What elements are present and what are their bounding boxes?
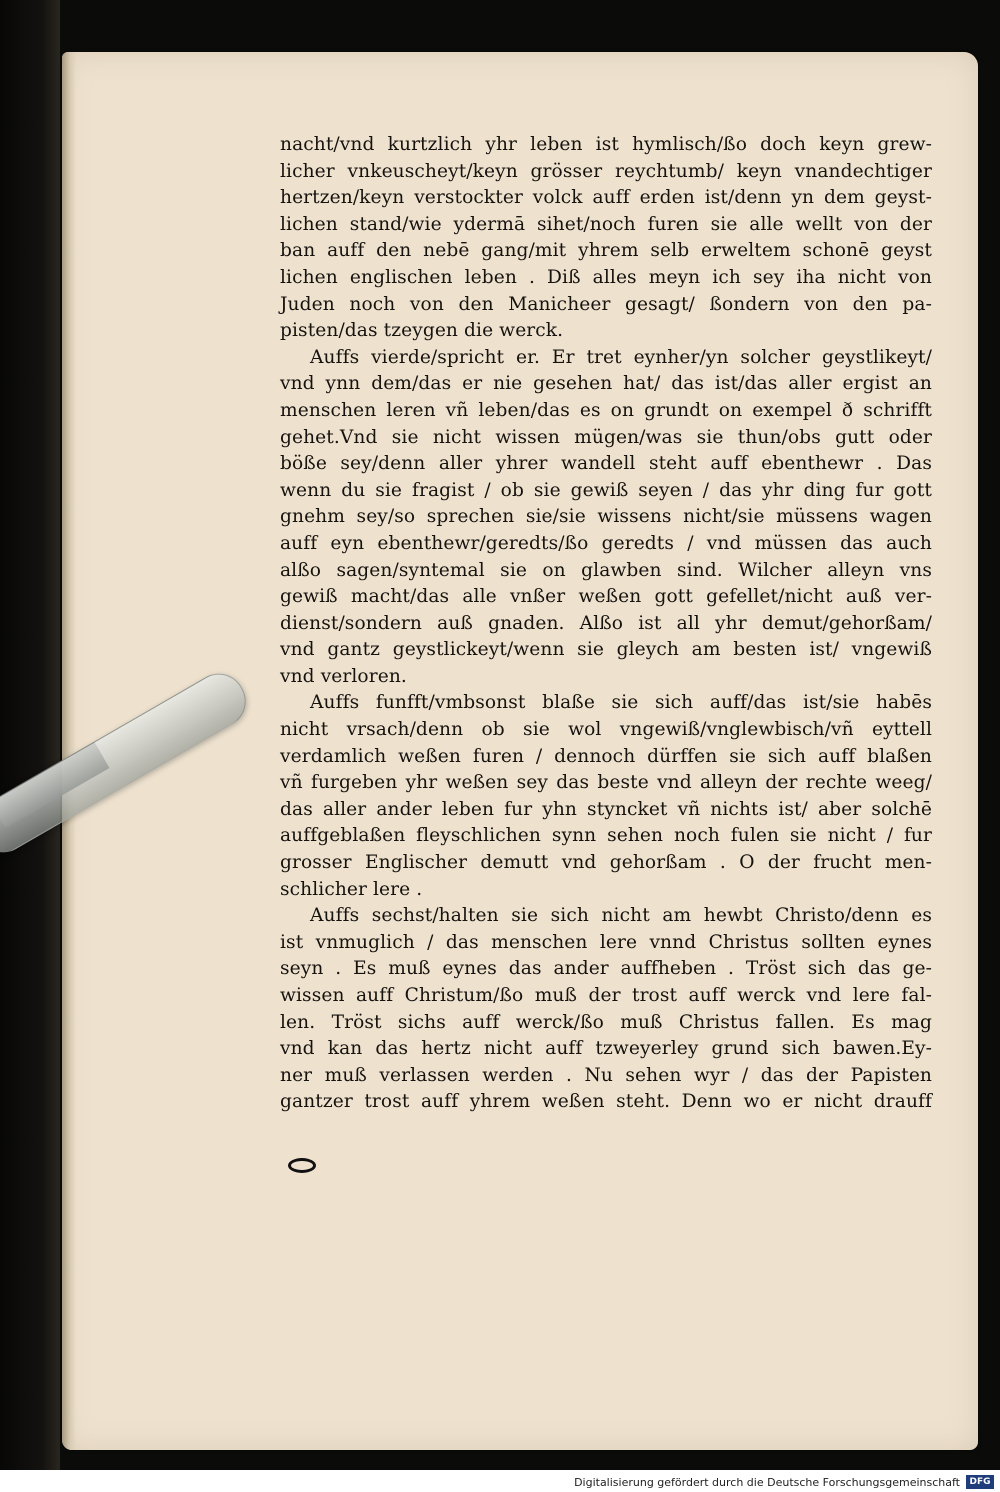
text-line: lichen englischen leben . Diß alles meyn ich sey iha nicht von: [280, 266, 932, 288]
text-line: vñ furgeben yhr weßen sey das beste vnd alleyn der rechte weeg/: [280, 772, 932, 794]
marginal-mark: [288, 1158, 316, 1173]
book-spine-shadow: [0, 0, 60, 1470]
text-line: gewiß macht/das alle vnßer weßen gott gefellet/nicht auß ver-: [280, 586, 932, 608]
page-text-block: [280, 132, 932, 1116]
text-line: len. Tröst sichs auff werck/ßo muß Christus fallen. Es mag: [280, 1011, 932, 1033]
text-line: vnd gantz geystlickeyt/wenn sie gleych am besten ist/ vngewiß: [280, 639, 932, 661]
text-line: grosser Englischer demutt vnd gehorßam . O der frucht men-: [280, 852, 932, 874]
text-line: seyn . Es muß eynes das ander auffheben . Tröst sich das ge-: [280, 958, 932, 980]
text-line: Auffs funfft/vmbsonst blaße sie sich auff/das ist/sie habēs: [310, 692, 932, 714]
text-line: vnd verloren.: [280, 665, 407, 687]
text-line: dienst/sondern auß gnaden. Alßo ist all yhr demut/gehorßam/: [280, 612, 932, 634]
text-line: böße sey/denn aller yhrer wandell steht auff ebenthewr . Das: [280, 453, 932, 475]
text-line: schlicher lere .: [280, 878, 423, 900]
footer-strip: [0, 1470, 1000, 1492]
text-line: gnehm sey/so sprechen sie/sie wissens nicht/sie müssens wagen: [280, 506, 932, 528]
text-line: pisten/das tzeygen die werck.: [280, 320, 564, 342]
text-line: hertzen/keyn verstockter volck auff erden ist/denn yn dem geyst-: [280, 187, 932, 209]
text-line: Auffs vierde/spricht er. Er tret eynher/yn solcher geystlikeyt/: [310, 346, 932, 368]
book-page: [62, 52, 978, 1450]
text-line: verdamlich weßen furen / dennoch dürffen sie sich auff blaßen: [280, 745, 932, 767]
text-line: vnd ynn dem/das er nie gesehen hat/ das ist/das aller ergist an: [280, 373, 932, 395]
text-line: lichen stand/wie ydermā sihet/noch furen sie alle wellt von der: [280, 213, 932, 235]
text-line: ban auff den nebē gang/mit yhrem selb erweltem schonē geyst: [280, 240, 932, 262]
text-line: auffgeblaßen fleyschlichen synn sehen noch fulen sie nicht / fur: [280, 825, 932, 847]
text-line: ist vnmuglich / das menschen lere vnnd Christus sollten eynes: [280, 931, 932, 953]
text-line: Auffs sechst/halten sie sich nicht am hewbt Christo/denn es: [310, 905, 932, 927]
text-line: das aller ander leben fur yhn styncket vñ nichts ist/ aber solchē: [280, 798, 932, 820]
text-line: alßo sagen/syntemal sie on glawben sind. Wilcher alleyn vns: [280, 559, 932, 581]
text-line: nacht/vnd kurtzlich yhr leben ist hymlisch/ßo doch keyn grew-: [280, 134, 932, 155]
text-line: licher vnkeuscheyt/keyn grösser reychtumb/ keyn vnandechtiger: [280, 160, 932, 182]
text-line: gantzer trost auff yhrem weßen steht. Denn wo er nicht drauff: [280, 1091, 932, 1113]
text-line: wenn du sie fragist / ob sie gewiß seyen / das yhr ding fur gott: [280, 479, 932, 501]
funding-credit-text: Digitalisierung gefördert durch die Deutsche Forschungsgemeinschaft: [574, 1476, 960, 1489]
text-line: auff eyn ebenthewr/geredts/ßo geredts / vnd müssen das auch: [280, 532, 932, 554]
text-line: nicht vrsach/denn ob sie wol vngewiß/vnglewbisch/vñ eyttell: [280, 719, 932, 741]
text-line: gehet.Vnd sie nicht wissen mügen/was sie thun/obs gutt oder: [280, 426, 932, 448]
text-line: menschen leren vñ leben/das es on grundt on exempel ð schrifft: [280, 399, 932, 421]
text-line: Juden noch von den Manicheer gesagt/ ßondern von den pa-: [280, 293, 932, 315]
text-line: ner muß verlassen werden . Nu sehen wyr / das der Papisten: [280, 1064, 932, 1086]
dfg-logo-icon: DFG: [966, 1475, 994, 1489]
text-line: vnd kan das hertz nicht auff tzweyerley grund sich bawen.Ey-: [280, 1038, 932, 1060]
text-line: wissen auff Christum/ßo muß der trost auff werck vnd lere fal-: [280, 985, 932, 1006]
